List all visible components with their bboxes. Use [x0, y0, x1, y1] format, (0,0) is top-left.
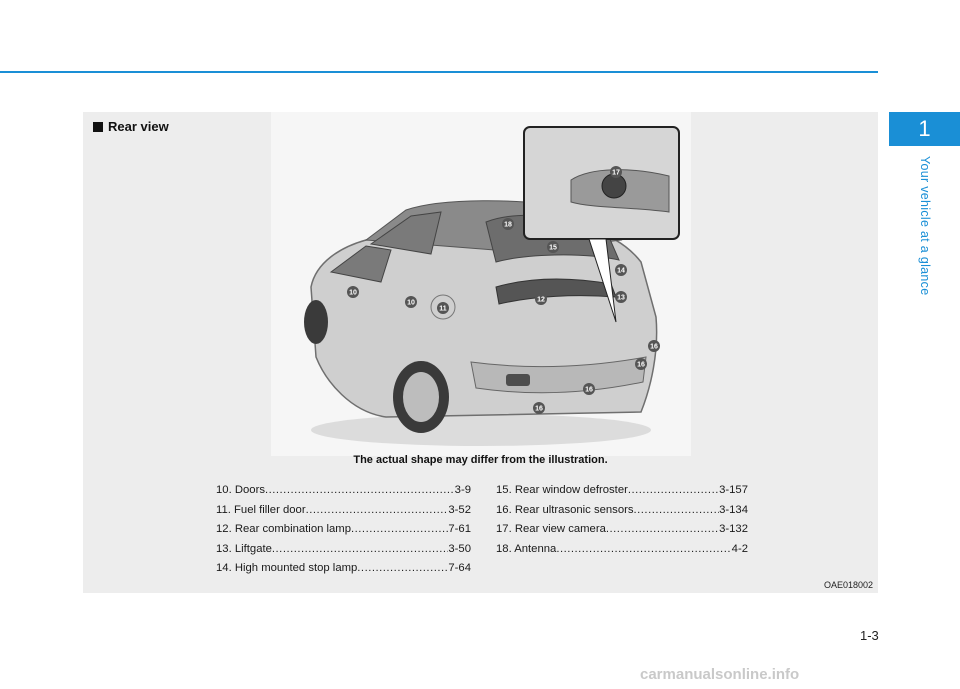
chapter-tab	[889, 112, 960, 312]
square-bullet-icon	[93, 122, 103, 132]
content-panel	[83, 112, 878, 593]
svg-text:18: 18	[504, 221, 512, 229]
svg-text:11: 11	[439, 305, 447, 313]
front-wheel	[304, 300, 328, 344]
list-item: 16. Rear ultrasonic sensors ..... 3-134	[496, 501, 748, 521]
list-item: 14. High mounted stop lamp ..... 7-64	[216, 559, 471, 579]
list-item: 15. Rear window defroster ..... 3-157	[496, 481, 748, 501]
callout-12	[535, 293, 547, 305]
section-title	[93, 119, 169, 134]
parts-list-left	[216, 481, 471, 579]
rear-reflector-left	[506, 374, 530, 386]
chapter-number: 1	[889, 112, 960, 146]
svg-text:13: 13	[617, 294, 625, 302]
chapter-title: Your vehicle at a glance	[918, 156, 932, 296]
rear-view-illustration	[271, 112, 691, 456]
callout-16d	[533, 402, 545, 414]
list-item: 13. Liftgate ..... 3-50	[216, 540, 471, 560]
callout-16c	[583, 383, 595, 395]
callout-18	[502, 218, 514, 230]
callout-13	[615, 291, 627, 303]
svg-text:16: 16	[535, 405, 543, 413]
callout-10b	[405, 296, 417, 308]
rear-wheel-rim	[403, 372, 439, 422]
callout-15	[547, 241, 559, 253]
svg-text:16: 16	[585, 386, 593, 394]
list-item: 18. Antenna ..... 4-2	[496, 540, 748, 560]
watermark: carmanualsonline.info	[640, 666, 800, 683]
page-number: 1-3	[860, 628, 879, 643]
callout-17	[610, 166, 622, 178]
svg-text:10: 10	[407, 299, 415, 307]
ground-shadow	[311, 414, 651, 446]
svg-text:16: 16	[650, 343, 658, 351]
top-rule	[0, 71, 878, 73]
svg-text:10: 10	[349, 289, 357, 297]
svg-text:12: 12	[537, 296, 545, 304]
svg-text:15: 15	[549, 244, 557, 252]
list-item: 17. Rear view camera ..... 3-132	[496, 520, 748, 540]
callout-16a	[648, 340, 660, 352]
list-item: 10. Doors ..... 3-9	[216, 481, 471, 501]
callout-14	[615, 264, 627, 276]
illustration-caption: The actual shape may differ from the illustration.	[353, 454, 608, 466]
car-rear-svg	[271, 112, 691, 456]
callout-16b	[635, 358, 647, 370]
svg-text:16: 16	[637, 361, 645, 369]
svg-text:14: 14	[617, 267, 625, 275]
illustration-code: OAE018002	[823, 580, 873, 590]
list-item: 11. Fuel filler door ..... 3-52	[216, 501, 471, 521]
svg-text:17: 17	[612, 169, 620, 177]
callout-11	[437, 302, 449, 314]
callout-10a	[347, 286, 359, 298]
parts-list-right	[496, 481, 748, 559]
section-title-text: Rear view	[108, 119, 169, 134]
list-item: 12. Rear combination lamp ..... 7-61	[216, 520, 471, 540]
